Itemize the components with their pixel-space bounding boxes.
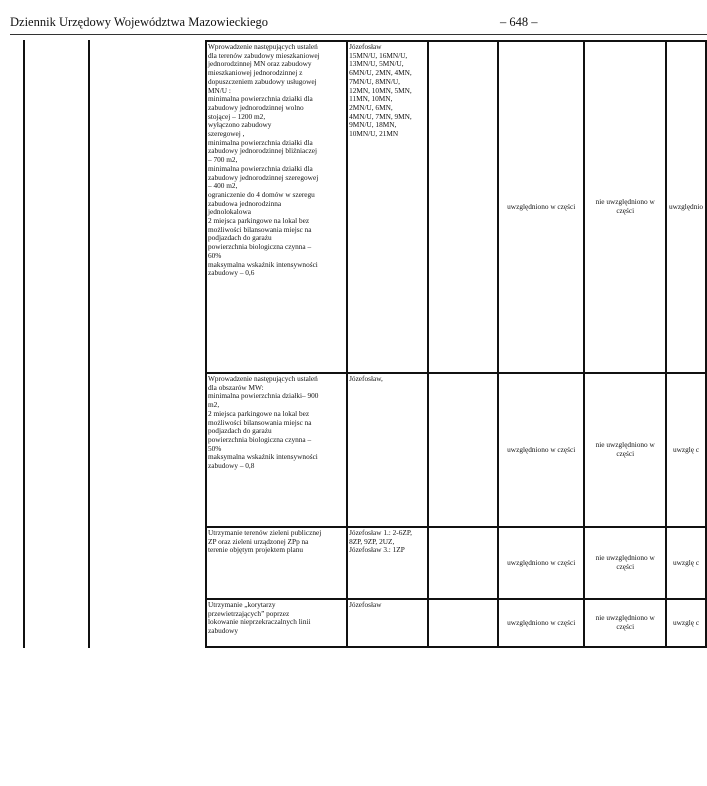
status-cell: uwzglę c: [666, 527, 706, 599]
description-cell-line: ZP oraz zieleni urządzonej ZPp na: [208, 536, 309, 546]
description-cell-line: lokowanie nieprzekraczalnych linii: [208, 617, 311, 627]
area-cell-line: 9MN/U, 18MN,: [349, 120, 397, 130]
area-cell-line: 7MN/U, 8MN/U,: [349, 76, 400, 86]
area-cell: [347, 527, 427, 599]
description-cell-line: maksymalna wskaźnik intensywności: [208, 452, 318, 462]
description-cell-line: minimalna powierzchnia działki dla: [208, 163, 313, 173]
area-cell-line: 10MN/U, 21MN: [349, 129, 399, 139]
area-cell-line: 4MN/U, 7MN, 9MN,: [349, 111, 412, 121]
description-cell-line: zabudowy jednorodzinnej bliźniaczej: [208, 146, 318, 156]
area-cell-line: Józefosław: [349, 600, 382, 609]
table-row: [206, 41, 706, 373]
empty-cell: [428, 527, 498, 599]
area-cell-line: 13MN/U, 5MN/U,: [349, 59, 404, 69]
status-cell: nie uwzględniono w części: [584, 41, 666, 373]
status-cell: uwzględniono w części: [498, 373, 584, 527]
table-row: [206, 527, 706, 599]
description-cell-line: ograniczenie do 4 domów w szeregu: [208, 189, 315, 199]
left-column-rule-1: [23, 40, 25, 648]
area-cell: [347, 41, 427, 373]
description-cell-line: możliwości bilansowania miejsc na: [208, 417, 312, 427]
empty-cell: [428, 41, 498, 373]
area-cell-line: 8ZP, 9ZP, 2UZ,: [349, 536, 395, 546]
empty-cell: [428, 373, 498, 527]
description-cell-line: powierzchnia biologiczna czynna –: [208, 434, 312, 444]
description-cell-line: mieszkaniowej jednorodzinnej z: [208, 68, 303, 78]
description-cell-line: zabudowy: [208, 626, 238, 636]
description-cell-line: Wprowadzenie następujących ustaleń: [208, 42, 318, 51]
status-cell: uwzglę c: [666, 599, 706, 647]
description-cell-line: możliwości bilansowania miejsc na: [208, 224, 312, 234]
description-cell: [206, 599, 347, 647]
description-cell-line: m2,: [208, 400, 220, 410]
area-cell-line: Józefosław,: [349, 374, 383, 383]
description-cell-line: przewietrzających” poprzez: [208, 608, 290, 618]
area-cell-line: Józefosław 1.: 2-6ZP,: [349, 528, 412, 537]
description-cell-line: 2 miejsca parkingowe na lokal bez: [208, 408, 310, 418]
description-cell-line: 2 miejsca parkingowe na lokal bez: [208, 216, 310, 226]
description-cell-line: 60%: [208, 250, 222, 260]
table-row: [206, 599, 706, 647]
description-cell-line: minimalna powierzchnia działki dla: [208, 137, 313, 147]
description-cell-line: powierzchnia biologiczna czynna –: [208, 242, 312, 252]
description-cell-line: wyłączono zabudowy: [208, 120, 272, 130]
status-cell: uwzględniono w części: [498, 527, 584, 599]
description-cell-line: podjazdach do garażu: [208, 426, 272, 436]
description-cell-line: podjazdach do garażu: [208, 233, 272, 243]
description-cell-line: minimalna powierzchnia działki dla: [208, 94, 313, 104]
description-cell-line: minimalna powierzchnia działki– 900: [208, 391, 319, 401]
area-cell-line: 11MN, 10MN,: [349, 94, 393, 104]
description-cell-line: dla obszarów MW:: [208, 382, 264, 392]
status-cell: uwzględnio: [666, 41, 706, 373]
status-cell: nie uwzględniono w części: [584, 527, 666, 599]
description-cell-line: – 700 m2,: [208, 155, 238, 165]
area-cell-line: Józefosław 3.: 1ZP: [349, 545, 405, 555]
description-cell-line: zabudowy – 0,8: [208, 461, 255, 471]
description-cell-line: – 400 m2,: [208, 181, 238, 191]
description-cell: [206, 527, 347, 599]
area-cell-line: 2MN/U, 6MN,: [349, 102, 393, 112]
page-number: – 648 –: [500, 15, 538, 29]
empty-cell: [428, 599, 498, 647]
description-cell-line: maksymalna wskaźnik intensywności: [208, 259, 318, 269]
area-cell-line: Józefosław: [349, 42, 382, 51]
description-cell-line: szeregowej ,: [208, 129, 245, 139]
status-cell: uwzglę c: [666, 373, 706, 527]
status-cell: uwzględniono w części: [498, 599, 584, 647]
description-cell-line: zabudowy – 0,6: [208, 268, 255, 278]
area-cell: [347, 373, 427, 527]
description-cell-line: Wprowadzenie następujących ustaleń: [208, 374, 318, 383]
area-cell-line: 12MN, 10MN, 5MN,: [349, 85, 412, 95]
description-cell: [206, 41, 347, 373]
description-cell-line: Utrzymanie terenów zieleni publicznej: [208, 528, 322, 537]
description-cell-line: zabudowa jednorodzinna: [208, 198, 282, 208]
area-cell: [347, 599, 427, 647]
table-row: [206, 373, 706, 527]
area-cell-line: 15MN/U, 16MN/U,: [349, 50, 408, 60]
description-cell-line: MN/U :: [208, 85, 231, 95]
description-cell-line: dla terenów zabudowy mieszkaniowej: [208, 50, 320, 60]
area-cell-line: 6MN/U, 2MN, 4MN,: [349, 68, 412, 78]
description-cell-line: zabudowy jednorodzinnej wolno: [208, 102, 304, 112]
description-cell-line: Utrzymanie „korytarzy: [208, 600, 276, 609]
status-cell: nie uwzględniono w części: [584, 599, 666, 647]
left-column-rule-2: [88, 40, 90, 648]
description-cell-line: jednolokalowa: [208, 207, 251, 217]
description-cell-line: stojącej – 1200 m2,: [208, 111, 266, 121]
description-cell-line: dopuszczeniem zabudowy usługowej: [208, 76, 317, 86]
description-cell: [206, 373, 347, 527]
status-cell: uwzględniono w części: [498, 41, 584, 373]
description-cell-line: jednorodzinnej MN oraz zabudowy: [208, 59, 312, 69]
description-cell-line: zabudowy jednorodzinnej szeregowej: [208, 172, 319, 182]
description-cell-line: 50%: [208, 443, 222, 453]
description-cell-line: terenie objętym projektem planu: [208, 545, 304, 555]
header-rule: [10, 34, 707, 35]
resolution-table: [205, 40, 707, 648]
journal-title: Dziennik Urzędowy Województwa Mazowieckiego: [10, 15, 269, 29]
status-cell: nie uwzględniono w części: [584, 373, 666, 527]
table-body: [206, 41, 706, 647]
